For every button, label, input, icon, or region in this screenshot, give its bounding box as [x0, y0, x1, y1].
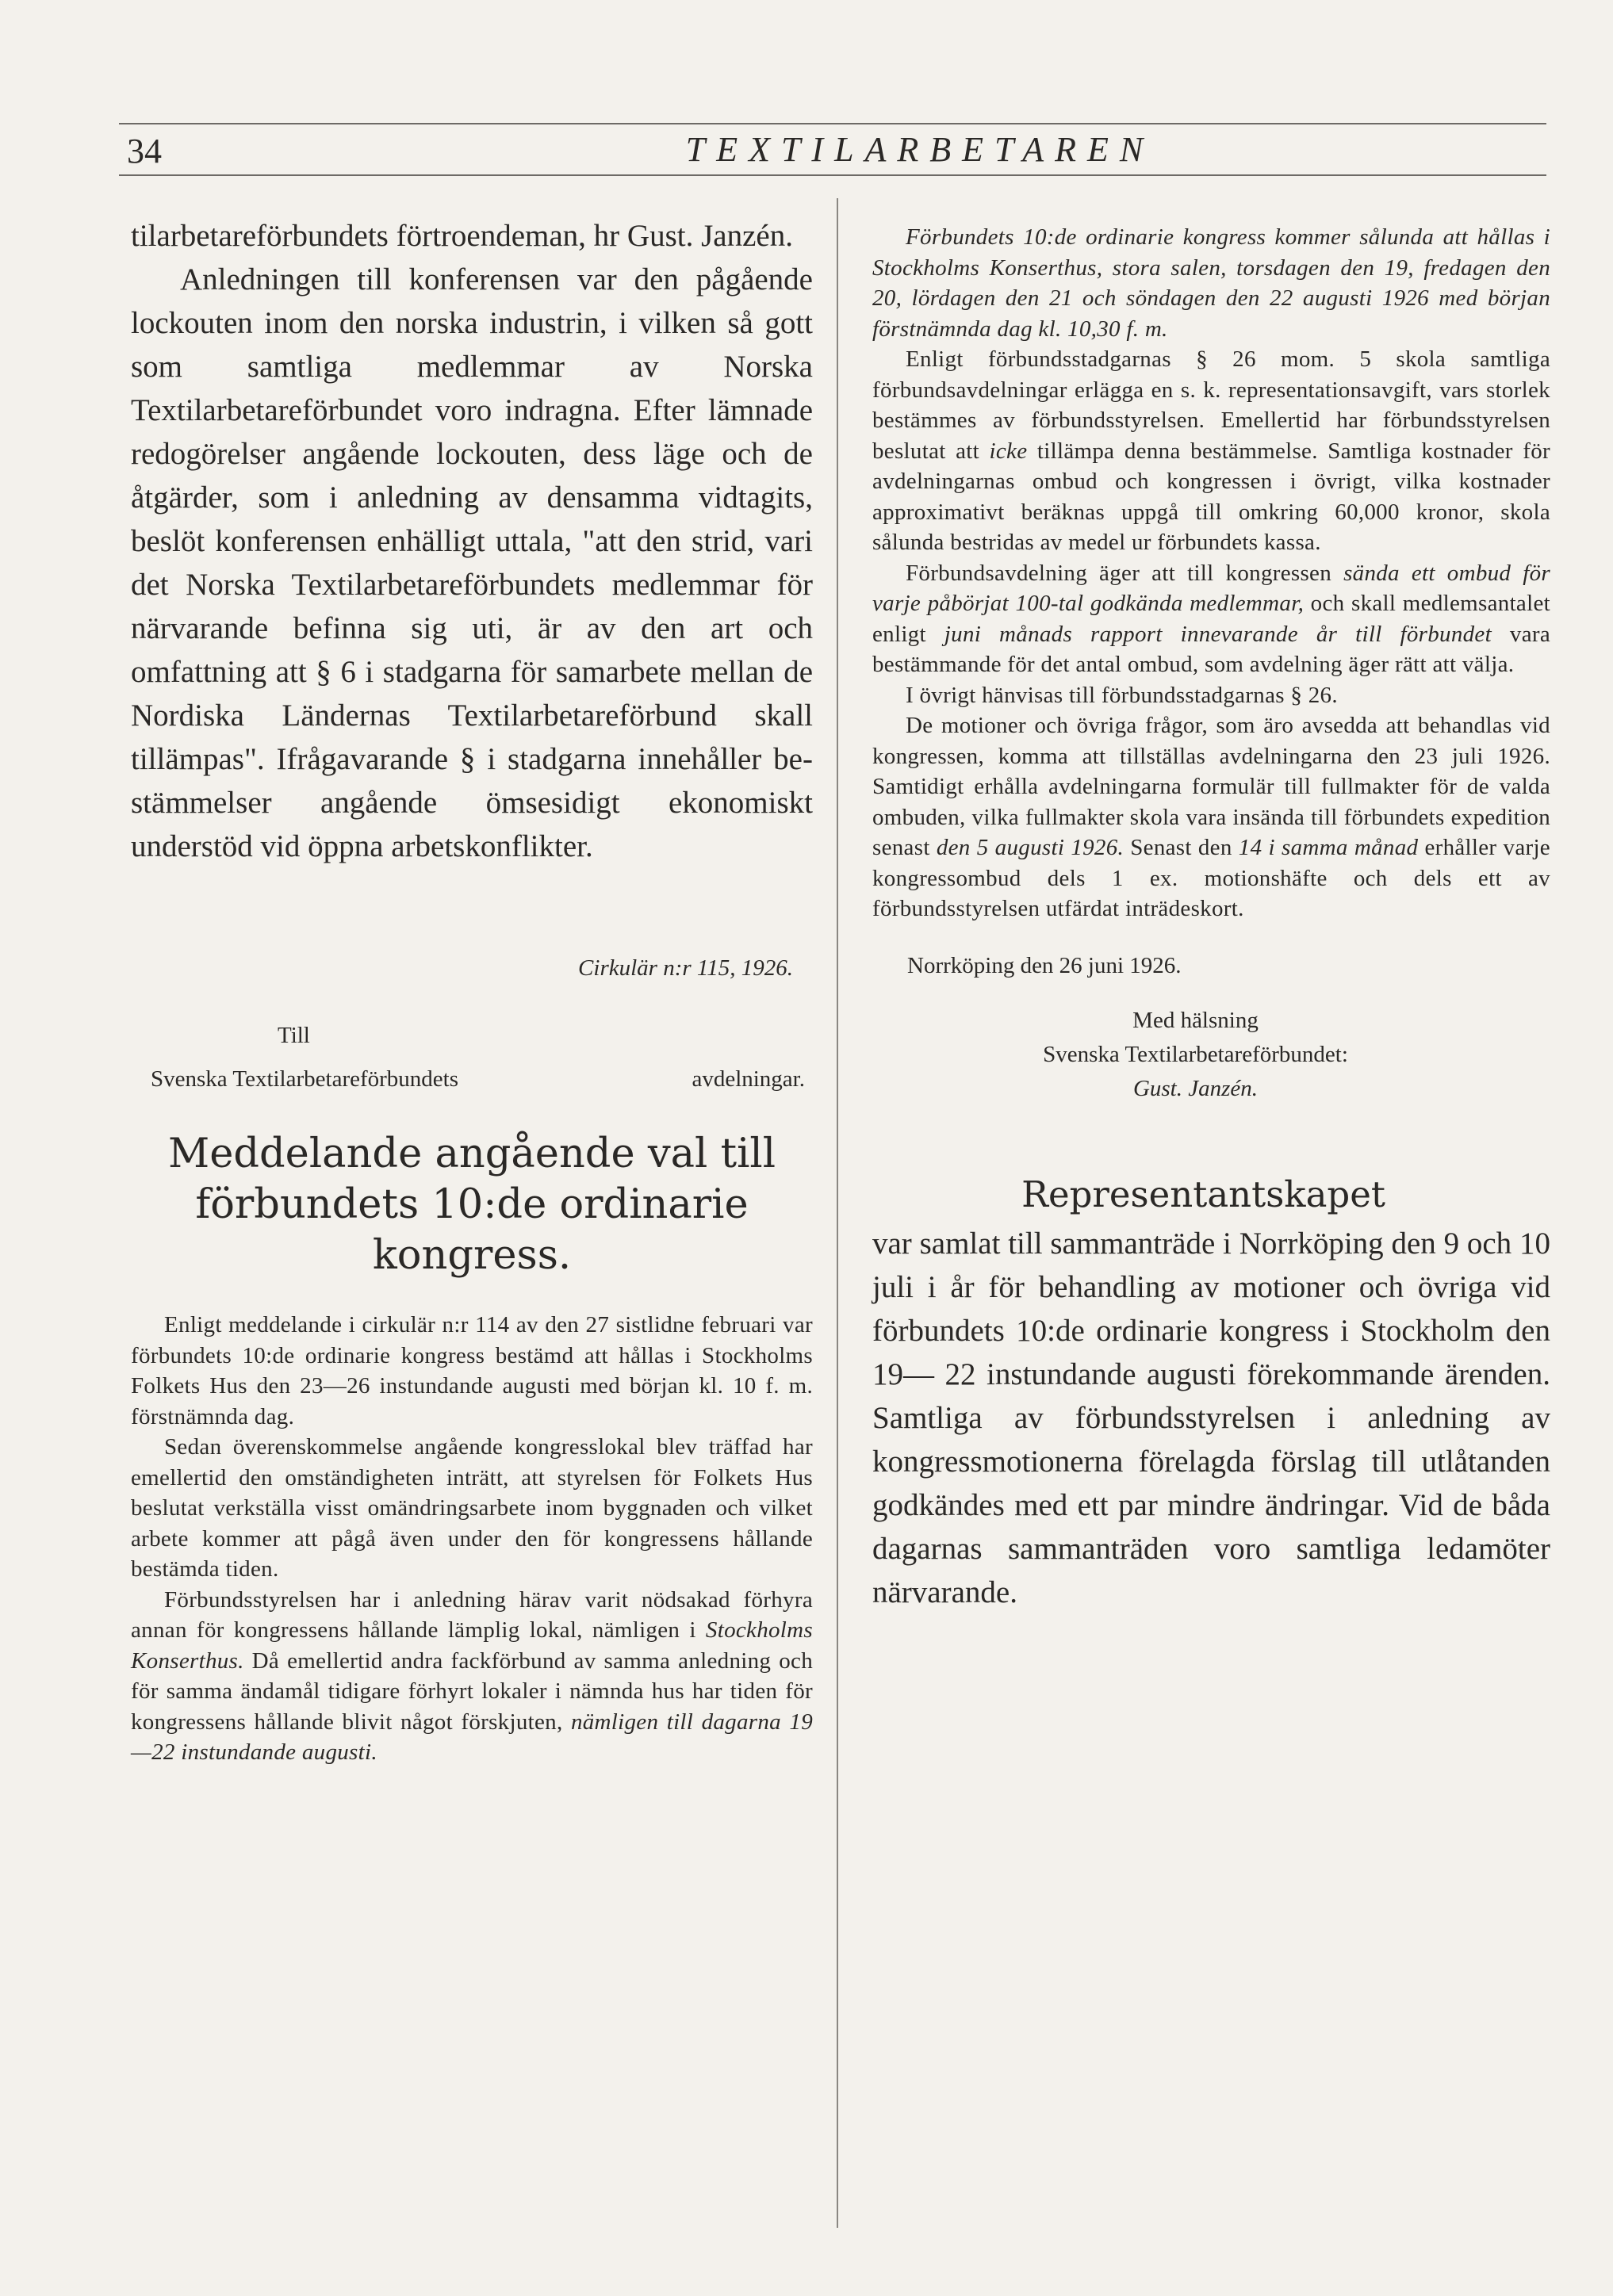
column-divider	[837, 198, 838, 2228]
section-heading: Representantskapet	[1021, 1173, 1385, 1215]
page-number: 34	[127, 132, 162, 170]
signature-name: Gust. Janzén.	[1132, 1075, 1259, 1101]
place-date: Norrköping den 26 juni 1926.	[907, 952, 1182, 978]
right-column	[872, 222, 1550, 1614]
header-rule-top	[119, 123, 1546, 124]
circular-body-right	[872, 222, 1550, 924]
addressee-org: Svenska Textilarbetareförbundets	[151, 1066, 459, 1092]
addressee	[131, 1066, 813, 1093]
paragraph: Anledningen till konferensen var den pågående lockouten inom den norska industrin, i vilken så gott som samtliga medlemmar av Norska Textilarbetareförbundet voro indragna. Efter lämnade redogörelser angående lockouten, dess läge och de åtgärder, som i anledning av densamma vidtagits, beslöt konferensen enhälligt uttala, "att den strid, vari det Norska Textilarbetareförbundets medlemmar för närvarande befinna sig uti, är av den art och omfattning att § 6 i stadgarna för samarbete mellan de Nordiska Ländernas Textilarbetareförbund skall tillämpas". Ifrågavarande § i stadgarna innehåller bestämmelser angående ömsesidigt ekonomiskt understöd vid öppna arbetskonflikter.	[131, 262, 813, 863]
running-title: TEXTILARBETAREN	[685, 130, 1155, 169]
paragraph: Förbundsavdelning äger att till kongressen sända ett ombud för varje påbörjat 100-tal godkända medlemmar, och skall medlemsantalet enligt juni månads rapport innevarande år till förbundet vara bestämmande för det antal ombud, som avdelning äger rätt att välja.	[872, 560, 1550, 677]
paragraph: Förbundsstyrelsen har i anledning härav varit nödsakad förhyra annan för kongressens hållande lämplig lokal, nämligen i Stockholms Konserthus. Då emellertid andra fackförbund av samma anledning och för samma ändamål tidigare förhyrt lokaler i nämnda hus har tiden för kongressens hållande blivit något förskjuten, nämligen till dagarna 19—22 instundande augusti.	[131, 1586, 813, 1765]
conference-report	[131, 214, 813, 868]
addressee-till: Till	[278, 1023, 310, 1048]
paragraph: Sedan överenskommelse angående kongresslokal blev träffad har emellertid den omständigheten inträtt, att styrelsen för Folkets Hus beslutat verkställa visst omändringsarbete inom byggnaden och vilket arbete kommer att pågå även under den för kongressens hållande bestämda tiden.	[131, 1434, 813, 1582]
paragraph: tilarbetareförbundets förtroendeman, hr Gust. Janzén.	[131, 219, 793, 253]
representative-report	[872, 1222, 1550, 1614]
signature-greeting: Med hälsning	[1132, 1007, 1259, 1033]
paragraph: Förbundets 10:de ordinarie kongress kommer sålunda att hållas i Stockholms Konserthus, stora salen, torsdagen den 19, fredagen den 20, lördagen den 21 och söndagen den 22 augusti 1926 med början förstnämnda dag kl. 10,30 f. m.	[872, 224, 1550, 342]
paragraph: Enligt meddelande i cirkulär n:r 114 av den 27 sistlidne februari var förbundets 10:de ordinarie kongress bestämd att hållas i Stockholms Folkets Hus den 23—26 instundande augusti med början kl. 10 f. m. förstnämnda dag.	[131, 1312, 813, 1429]
paragraph: I övrigt hänvisas till förbundsstadgarnas § 26.	[906, 682, 1338, 708]
addressee-sections: avdelningar.	[692, 1066, 805, 1092]
paragraph: De motioner och övriga frågor, som äro avsedda att behandlas vid kongressen, komma att tillställas avdelningarna den 23 juli 1926. Samtidigt erhålla avdelningarna formulär till fullmakter för de valda ombuden, vilka fullmakter skola vara insända till förbundets expedition senast den 5 augusti 1926. Senast den 14 i samma månad erhåller varje kongressombud dels 1 ex. motionshäfte och dels ett av förbundsstyrelsen utfärdat inträdeskort.	[872, 713, 1550, 921]
left-column	[131, 214, 813, 1768]
paragraph: var samlat till sammanträde i Norrköping den 9 och 10 juli i år för behandling av motioner och övriga vid förbundets 10:de ordinarie kongress i Stockholm den 19— 22 instundande augusti förekommande ärenden. Samtliga av förbundsstyrelsen i anledning av kongressmotionerna förelagda förslag till utlåtanden godkändes med ett par mindre ändringar. Vid de båda dagarnas sammanträden voro samtliga ledamöter närvarande.	[872, 1226, 1550, 1609]
paragraph: Enligt förbundsstadgarnas § 26 mom. 5 skola samtliga förbundsavdelningar erlägga en s. k. representationsavgift, vars storlek bestämmes av förbundsstyrelsen. Emellertid har förbundsstyrelsen beslutat att icke tillämpa denna bestämmelse. Samtliga kostnader för avdelningarnas ombud och kongressen i övrigt, vilka kostnader approximativt beräknas uppgå till omkring 60,000 kronor, skola sålunda bestridas av medel ur förbundets kassa.	[872, 346, 1550, 555]
signature-org: Svenska Textilarbetareförbundet:	[1043, 1041, 1348, 1067]
header-rule-bottom	[119, 174, 1546, 176]
article-heading: Meddelande angående val till förbundets 10:de ordinarie kongress.	[167, 1131, 776, 1279]
circular-body-left	[131, 1310, 813, 1768]
circular-reference: Cirkulär n:r 115, 1926.	[578, 955, 793, 981]
